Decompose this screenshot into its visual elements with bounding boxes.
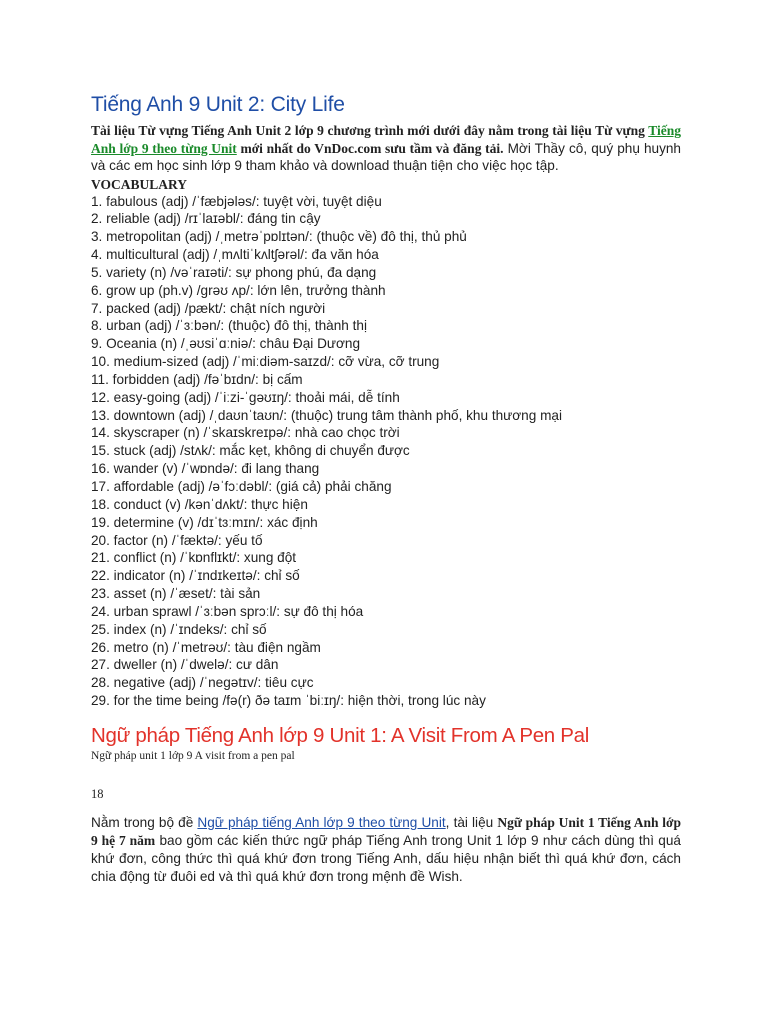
vocab-item: 11. forbidden (adj) /fəˈbɪdn/: bị cấm	[91, 371, 303, 387]
vocab-item: 14. skyscraper (n) /ˈskaɪskreɪpə/: nhà cao chọc trời	[91, 425, 400, 441]
vocab-item: 4. multicultural (adj) /ˌmʌltiˈkʌltʃərəl/: đa văn hóa	[91, 247, 379, 263]
vocab-item: 15. stuck (adj) /stʌk/: mắc kẹt, không di chuyển được	[91, 443, 410, 459]
section-paragraph	[91, 814, 681, 886]
vocab-item: 13. downtown (adj) /ˌdaʊnˈtaʊn/: (thuộc) trung tâm thành phố, khu thương mại	[91, 407, 562, 423]
vocab-item: 7. packed (adj) /pækt/: chật ních người	[91, 300, 326, 316]
vocab-item: 24. urban sprawl /ˈɜːbən sprɔːl/: sự đô thị hóa	[91, 603, 364, 619]
vocab-item: 22. indicator (n) /ˈɪndɪkeɪtə/: chỉ số	[91, 568, 300, 584]
intro-link[interactable]: Tiếng Anh lớp 9 theo từng Unit	[91, 123, 681, 156]
vocab-item: 26. metro (n) /ˈmetrəʊ/: tàu điện ngầm	[91, 639, 321, 655]
page-title: Tiếng Anh 9 Unit 2: City Life	[91, 93, 345, 116]
vocab-item: 16. wander (v) /ˈwɒndə/: đi lang thang	[91, 461, 320, 477]
vocab-item: 20. factor (n) /ˈfæktə/: yếu tố	[91, 532, 263, 548]
vocab-item: 17. affordable (adj) /əˈfɔːdəbl/: (giá cả) phải chăng	[91, 479, 392, 494]
intro-text-bold-2: mới nhất do VnDoc.com sưu tầm và đăng tải.	[236, 140, 504, 156]
vocab-item: 8. urban (adj) /ˈɜːbən/: (thuộc) đô thị, thành thị	[91, 318, 367, 334]
vocab-item: 3. metropolitan (adj) /ˌmetrəˈpɒlɪtən/: (thuộc về) đô thị, thủ phủ	[91, 229, 467, 245]
vocab-item: 12. easy-going (adj) /ˈiːzi-ˈɡəʊɪŋ/: thoải mái, dễ tính	[91, 389, 400, 405]
vocab-item: 6. grow up (ph.v) /ɡrəʊ ʌp/: lớn lên, trưởng thành	[91, 282, 386, 298]
intro-paragraph	[91, 122, 681, 175]
grammar-link[interactable]: Ngữ pháp tiếng Anh lớp 9 theo từng Unit	[197, 814, 446, 830]
para-text-2: , tài liệu	[445, 814, 498, 830]
para-text-3: bao gồm các kiến thức ngữ pháp Tiếng Anh trong Unit 1 lớp 9 như cách dùng thì quá khứ đơn, công thức thì quá khứ đơn trong Tiếng Anh, dấu hiệu nhận biết thì quá khứ đơn, cách chia động từ đuôi ed và thì quá khứ đơn trong mệnh đề Wish.	[91, 832, 681, 884]
vocab-item: 9. Oceania (n) /ˌəʊsiˈɑːniə/: châu Đại Dương	[91, 336, 361, 352]
vocab-item: 18. conduct (v) /kənˈdʌkt/: thực hiện	[91, 496, 308, 512]
section-title: Ngữ pháp Tiếng Anh lớp 9 Unit 1: A Visit From A Pen Pal	[91, 723, 590, 747]
vocab-item: 23. asset (n) /ˈæset/: tài sản	[91, 586, 261, 602]
vocab-item: 10. medium-sized (adj) /ˈmiːdiəm-saɪzd/: cỡ vừa, cỡ trung	[91, 354, 440, 370]
vocab-item: 2. reliable (adj) /rɪˈlaɪəbl/: đáng tin cậy	[91, 211, 321, 227]
vocab-item: 28. negative (adj) /ˈneɡətɪv/: tiêu cực	[91, 675, 314, 691]
para-text-1: Nằm trong bộ đề	[91, 814, 198, 830]
vocab-item: 29. for the time being /fə(r) ðə taɪm ˈbiːɪŋ/: hiện thời, trong lúc này	[91, 693, 486, 709]
vocab-item: 19. determine (v) /dɪˈtɜːmɪn/: xác định	[91, 514, 318, 530]
intro-text: Mời Thầy cô, quý phụ huynh và các em học sinh lớp 9 tham khảo và download thuận tiện cho việc học tập.	[91, 140, 681, 173]
vocab-item: 21. conflict (n) /ˈkɒnflɪkt/: xung đột	[91, 550, 297, 566]
intro-text-bold: Tài liệu Từ vựng Tiếng Anh Unit 2 lớp 9 chương trình mới dưới đây nằm trong tài liệu Từ vựng	[91, 123, 649, 138]
para-bold: Ngữ pháp Unit 1 Tiếng Anh lớp 9 hệ 7 năm	[91, 814, 682, 848]
document-page	[91, 93, 681, 886]
vocab-item: 1. fabulous (adj) /ˈfæbjələs/: tuyệt vời, tuyệt diệu	[91, 193, 382, 209]
vocab-item: 27. dweller (n) /ˈdwelə/: cư dân	[91, 657, 279, 673]
vocabulary-list	[91, 193, 681, 710]
vocab-item: 5. variety (n) /vəˈraɪəti/: sự phong phú, đa dạng	[91, 264, 377, 280]
vocab-item: 25. index (n) /ˈɪndeks/: chỉ số	[91, 621, 267, 637]
page-number: 18	[91, 786, 104, 801]
vocabulary-heading: VOCABULARY	[91, 176, 188, 192]
section-subtitle: Ngữ pháp unit 1 lớp 9 A visit from a pen pal	[91, 749, 295, 762]
